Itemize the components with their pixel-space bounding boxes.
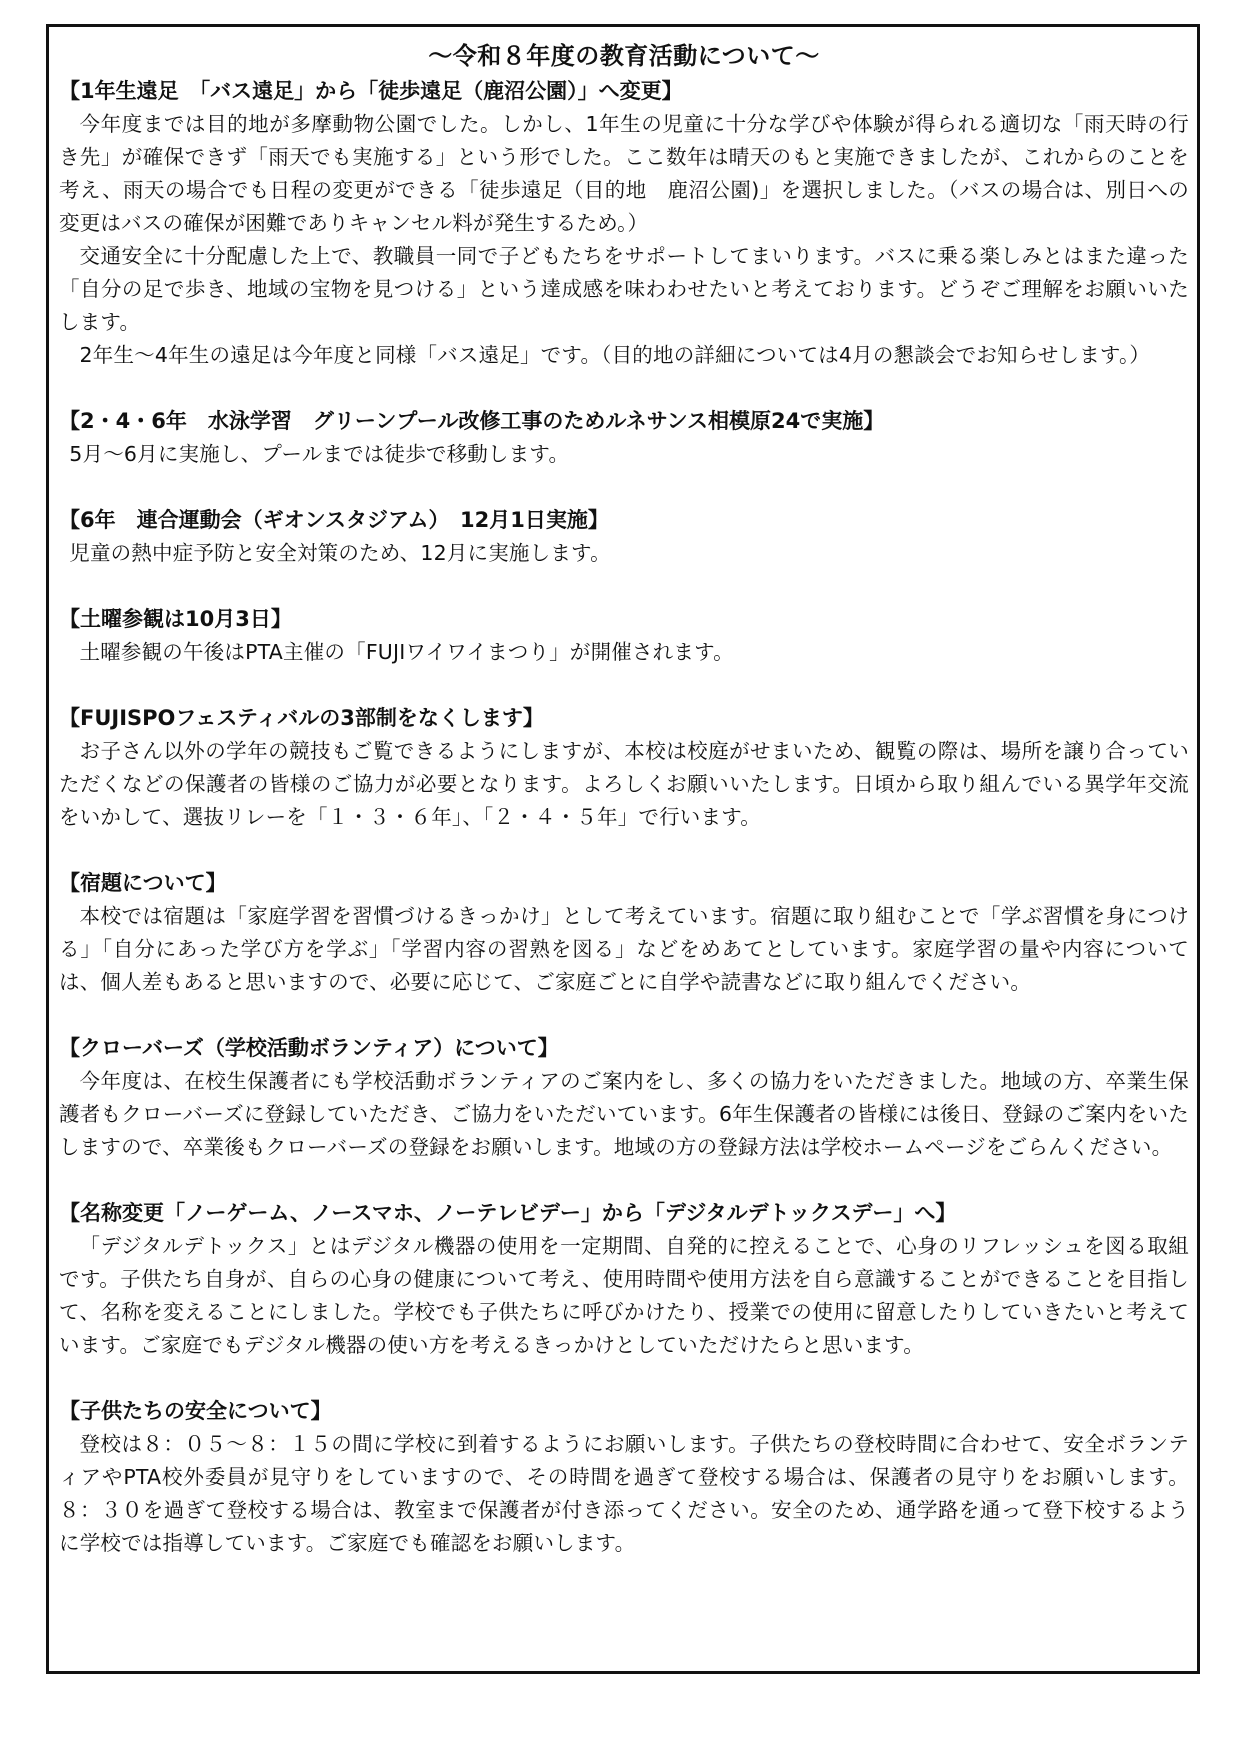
section-paragraph: 登校は８：０５～８：１５の間に学校に到着するようにお願いします。子供たちの登校時間に合わせて、安全ボランティアやPTA校外委員が見守りをしていますので、その時間を過ぎて登校する場合は、保護者の見守りをお願いします。８：３０を過ぎて登校する場合は、教室まで保護者が付き添ってください。安全のため、通学路を通って登下校するように学校では指導しています。ご家庭でも確認をお願いします。: [59, 1432, 1189, 1555]
section-heading: 【クローバーズ（学校活動ボランティア）について】: [59, 1036, 559, 1060]
section-paragraph: 本校では宿題は「家庭学習を習慣づけるきっかけ」として考えています。宿題に取り組むことで「学ぶ習慣を身につける」「自分にあった学び方を学ぶ」「学習内容の習熟を図る」などをめあてとしています。家庭学習の量や内容については、個人差もあると思いますので、必要に応じて、ご家庭ごとに自学や読書などに取り組んでください。: [59, 904, 1189, 994]
section-heading: 【FUJISPOフェスティバルの3部制をなくします】: [59, 706, 544, 730]
section-saturday-visit: [59, 603, 1189, 669]
section-heading: 【宿題について】: [59, 871, 227, 895]
section-first-grade-excursion: [59, 75, 1189, 372]
section-homework: [59, 867, 1189, 999]
section-paragraph: 今年度までは目的地が多摩動物公園でした。しかし、1年生の児童に十分な学びや体験が得られる適切な「雨天時の行き先」が確保できず「雨天でも実施する」という形でした。ここ数年は晴天のもと実施できましたが、これからのことを考え、雨天の場合でも日程の変更ができる「徒歩遠足（目的地 鹿沼公園)」を選択しました。（バスの場合は、別日への変更はバスの確保が困難でありキャンセル料が発生するため。）: [59, 112, 1189, 235]
section-paragraph: 児童の熱中症予防と安全対策のため、12月に実施します。: [69, 541, 611, 565]
section-paragraph: 5月～6月に実施し、プールまでは徒歩で移動します。: [69, 442, 570, 466]
section-fujispo-festival: [59, 702, 1189, 834]
section-heading: 【名称変更「ノーゲーム、ノースマホ、ノーテレビデー」から「デジタルデトックスデー」へ】: [59, 1201, 957, 1225]
section-paragraph: 交通安全に十分配慮した上で、教職員一同で子どもたちをサポートしてまいります。バスに乗る楽しみとはまた違った「自分の足で歩き、地域の宝物を見つける」という達成感を味わわせたいと考えております。どうぞご理解をお願いいたします。: [59, 244, 1189, 334]
section-paragraph: 2年生～4年生の遠足は今年度と同様「バス遠足」です。（目的地の詳細については4月の懇談会でお知らせします。）: [79, 343, 1151, 367]
section-swimming: [59, 405, 1189, 471]
section-paragraph: お子さん以外の学年の競技もご覧できるようにしますが、本校は校庭がせまいため、観覧の際は、場所を譲り合っていただくなどの保護者の皆様のご協力が必要となります。よろしくお願いいたします。日頃から取り組んでいる異学年交流をいかして、選抜リレーを「１・３・６年」、「２・４・５年」で行います。: [59, 739, 1189, 829]
section-clovers-volunteers: [59, 1032, 1189, 1164]
section-heading: 【6年 連合運動会（ギオンスタジアム） 12月1日実施】: [59, 508, 609, 532]
document-title: ～令和８年度の教育活動について～: [428, 42, 820, 70]
section-joint-sports-day: [59, 504, 1189, 570]
section-paragraph: 土曜参観の午後はPTA主催の「FUJIワイワイまつり」が開催されます。: [79, 640, 734, 664]
section-child-safety: [59, 1395, 1189, 1560]
section-heading: 【1年生遠足 「バス遠足」から「徒歩遠足（鹿沼公園）」へ変更】: [59, 79, 683, 103]
section-heading: 【2・4・6年 水泳学習 グリーンプール改修工事のためルネサンス相模原24で実施】: [59, 409, 885, 433]
section-paragraph: 「デジタルデトックス」とはデジタル機器の使用を一定期間、自発的に控えることで、心身のリフレッシュを図る取組です。子供たち自身が、自らの心身の健康について考え、使用時間や使用方法を自ら意識することができることを目指して、名称を変えることにしました。学校でも子供たちに呼びかけたり、授業での使用に留意したりしていきたいと考えています。ご家庭でもデジタル機器の使い方を考えるきっかけとしていただけたらと思います。: [59, 1234, 1189, 1357]
section-paragraph: 今年度は、在校生保護者にも学校活動ボランティアのご案内をし、多くの協力をいただきました。地域の方、卒業生保護者もクローバーズに登録していただき、ご協力をいただいています。6年生保護者の皆様には後日、登録のご案内をいたしますので、卒業後もクローバーズの登録をお願いします。地域の方の登録方法は学校ホームページをごらんください。: [59, 1069, 1189, 1159]
section-heading: 【土曜参観は10月3日】: [59, 607, 292, 631]
section-digital-detox: [59, 1197, 1189, 1362]
document-frame: [46, 24, 1200, 1674]
section-heading: 【子供たちの安全について】: [59, 1399, 332, 1423]
